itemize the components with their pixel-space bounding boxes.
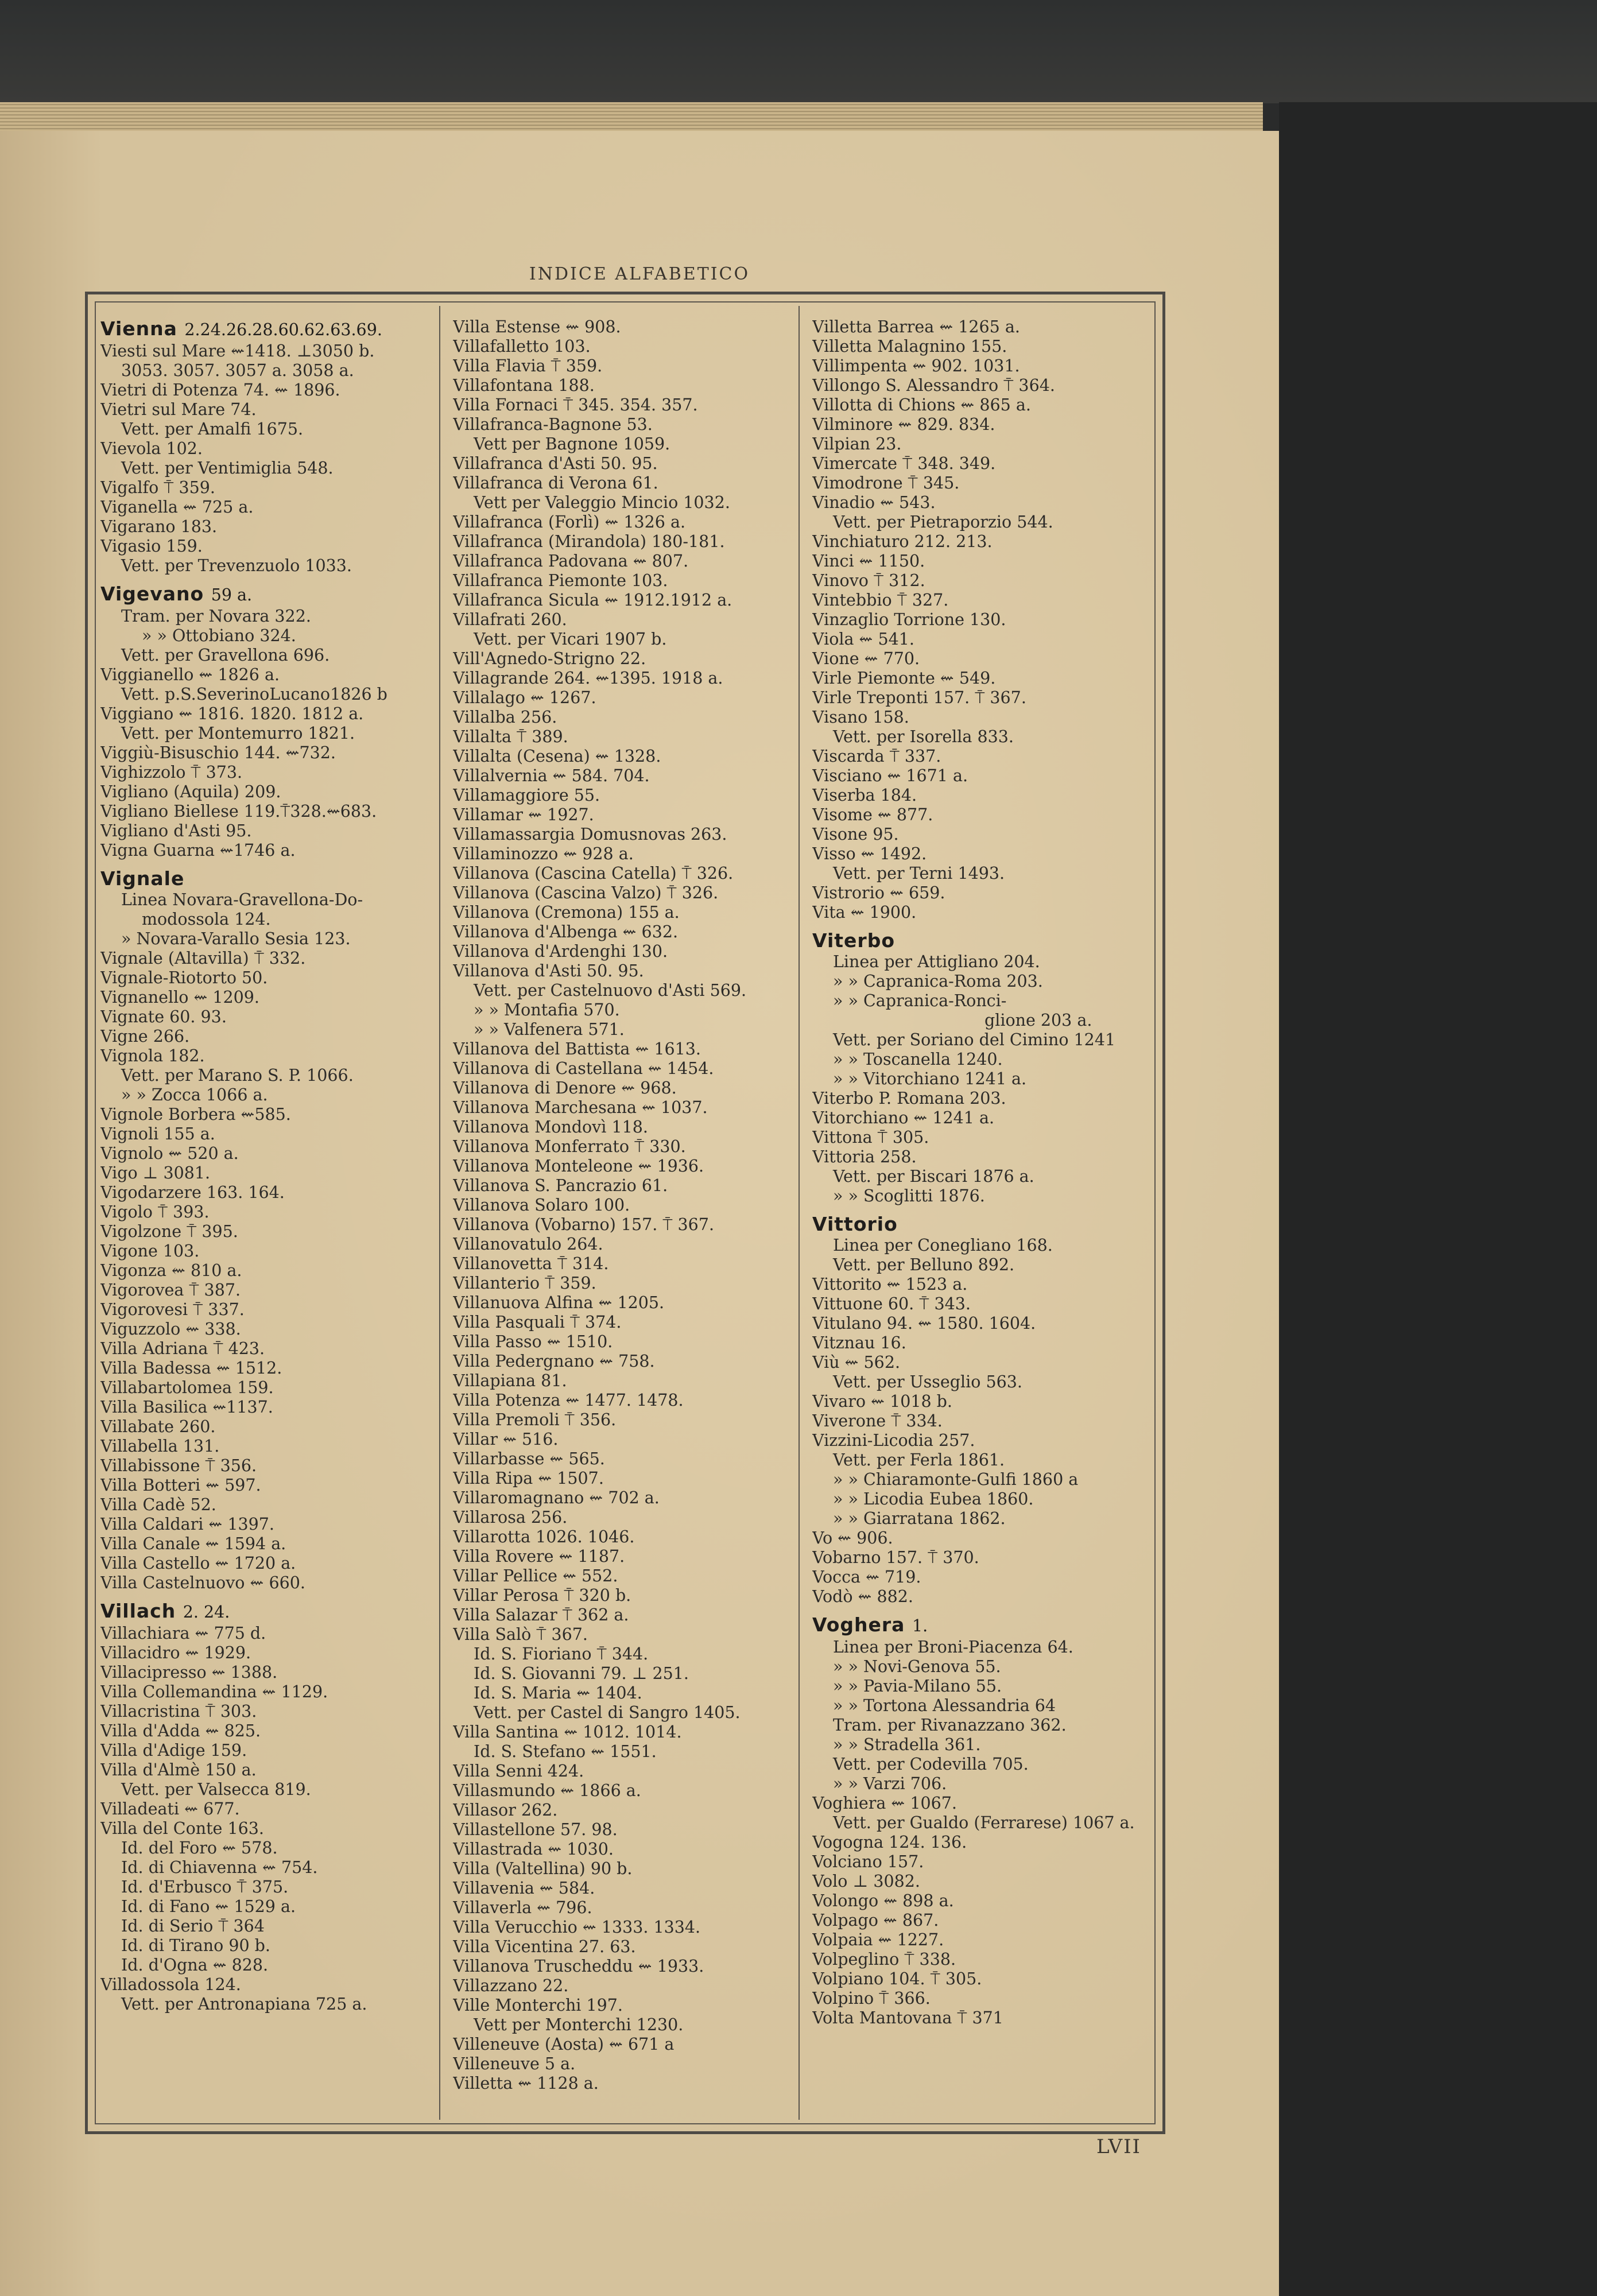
index-entry: Volpago ⇜ 867. <box>812 1911 939 1930</box>
index-entry: Villa Salazar ⍑ 362 a. <box>453 1605 629 1624</box>
index-entry: Villasmundo ⇜ 1866 a. <box>453 1781 641 1800</box>
index-subentry: Vett. per Biscari 1876 a. <box>833 1167 1034 1186</box>
index-entry: Vignole Borbera ⇜585. <box>100 1105 291 1124</box>
index-subentry: Vett. per Ferla 1861. <box>833 1450 1005 1469</box>
index-subentry: Id. di Serio ⍑ 364 <box>121 1917 265 1936</box>
index-entry: Visome ⇜ 877. <box>812 805 933 824</box>
index-entry: Villanova Truscheddu ⇜ 1933. <box>453 1957 704 1976</box>
index-entry: Villachiara ⇜ 775 d. <box>100 1624 266 1643</box>
column-separator <box>439 306 440 2120</box>
index-entry: Villa Basilica ⇜1137. <box>100 1398 273 1417</box>
index-entry: Visso ⇜ 1492. <box>812 844 927 863</box>
index-entry: Voghiera ⇜ 1067. <box>812 1794 957 1813</box>
index-entry: Vigna Guarna ⇜1746 a. <box>100 841 296 860</box>
index-entry: Vietri sul Mare 74. <box>100 400 257 419</box>
index-entry: Villanova Monteleone ⇜ 1936. <box>453 1157 704 1176</box>
index-entry: Villarosa 256. <box>453 1508 568 1527</box>
index-entry: Vita ⇜ 1900. <box>812 903 917 922</box>
index-entry: Vimodrone ⍑ 345. <box>812 474 960 492</box>
index-entry: Villaverla ⇜ 796. <box>453 1898 592 1917</box>
index-entry: Villalago ⇜ 1267. <box>453 688 596 707</box>
index-entry: Vigorovesi ⍑ 337. <box>100 1300 245 1319</box>
index-entry: Vocca ⇜ 719. <box>812 1568 921 1587</box>
index-entry: Vigliano Biellese 119.⍑328.⇜683. <box>100 802 377 821</box>
index-subentry: Vett. per Antronapiana 725 a. <box>121 1995 367 2014</box>
index-subentry: » » Pavia-Milano 55. <box>833 1677 1002 1696</box>
index-entry: Visano 158. <box>812 708 909 727</box>
index-entry: Villimpenta ⇜ 902. 1031. <box>812 356 1020 375</box>
section-heading: Viterbo <box>812 929 895 952</box>
index-entry: Villabissone ⍑ 356. <box>100 1456 257 1475</box>
index-entry: Villanova Solaro 100. <box>453 1196 630 1215</box>
index-entry: 3053. 3057. 3057 a. 3058 a. <box>121 361 354 380</box>
index-entry: Viserba 184. <box>812 786 917 805</box>
index-column-3 <box>812 317 1151 2028</box>
index-entry: Virle Treponti 157. ⍑ 367. <box>812 688 1026 707</box>
index-subentry: » » Valfenera 571. <box>474 1020 625 1039</box>
index-entry: Vighizzolo ⍑ 373. <box>100 763 243 782</box>
index-entry: Villarbasse ⇜ 565. <box>453 1449 605 1468</box>
index-entry: Villalvernia ⇜ 584. 704. <box>453 766 650 785</box>
index-entry: Villanuova Alfina ⇜ 1205. <box>453 1293 665 1312</box>
index-entry: Villafranca Piemonte 103. <box>453 571 668 590</box>
index-entry: Villanova Monferrato ⍑ 330. <box>453 1137 686 1156</box>
index-entry: Villa Collemandina ⇜ 1129. <box>100 1682 328 1701</box>
index-subentry: » » Zocca 1066 a. <box>121 1085 268 1104</box>
index-entry: Volciano 157. <box>812 1852 924 1871</box>
index-entry: Villa Vicentina 27. 63. <box>453 1937 636 1956</box>
index-entry: Villa d'Adige 159. <box>100 1741 247 1760</box>
index-subentry: Vett. per Castelnuovo d'Asti 569. <box>474 981 747 1000</box>
dark-backdrop-top <box>0 0 1597 103</box>
index-entry: Villanova S. Pancrazio 61. <box>453 1176 668 1195</box>
index-entry: Villetta Barrea ⇜ 1265 a. <box>812 317 1020 336</box>
index-subentry: » » Stradella 361. <box>833 1735 981 1754</box>
index-entry: Villafranca di Verona 61. <box>453 474 658 492</box>
section-heading: Vigevano 59 a. <box>100 583 253 605</box>
index-entry: Villabartolomea 159. <box>100 1378 274 1397</box>
index-subentry: Vett. per Marano S. P. 1066. <box>121 1066 354 1085</box>
index-entry: Villetta ⇜ 1128 a. <box>453 2074 599 2093</box>
index-entry: Vigalfo ⍑ 359. <box>100 478 215 497</box>
section-heading: Voghera 1. <box>812 1614 928 1636</box>
index-entry: Vitznau 16. <box>812 1333 906 1352</box>
index-subentry: Vett. per Isorella 833. <box>833 727 1014 746</box>
index-entry: Volo ⊥ 3082. <box>812 1872 920 1891</box>
index-entry: Villa Salò ⍑ 367. <box>453 1625 588 1644</box>
index-entry: Villanterio ⍑ 359. <box>453 1274 596 1293</box>
index-entry: Vizzini-Licodia 257. <box>812 1431 975 1450</box>
index-entry: Villagrande 264. ⇜1395. 1918 a. <box>453 669 723 688</box>
index-entry: Vinci ⇜ 1150. <box>812 552 925 571</box>
index-entry: Vigolzone ⍑ 395. <box>100 1222 238 1241</box>
index-entry: Visone 95. <box>812 825 899 844</box>
index-entry: Villanovatulo 264. <box>453 1235 603 1254</box>
index-subentry: » » Novi-Genova 55. <box>833 1657 1001 1676</box>
index-entry: Vigorovea ⍑ 387. <box>100 1281 241 1300</box>
index-subentry: Id. d'Ogna ⇜ 828. <box>121 1956 269 1975</box>
index-subentry: Linea per Broni-Piacenza 64. <box>833 1638 1073 1657</box>
index-entry: Villaromagnano ⇜ 702 a. <box>453 1488 660 1507</box>
index-entry: Villa Flavia ⍑ 359. <box>453 356 603 375</box>
index-subentry: Vett. per Soriano del Cimino 1241 <box>833 1030 1116 1049</box>
index-entry: Villafranca Sicula ⇜ 1912.1912 a. <box>453 591 732 610</box>
section-heading: Vienna 2.24.26.28.60.62.63.69. <box>100 317 382 340</box>
index-entry: Villacristina ⍑ 303. <box>100 1702 257 1721</box>
index-entry: Villongo S. Alessandro ⍑ 364. <box>812 376 1055 395</box>
index-subentry: Vett. per Ventimiglia 548. <box>121 459 334 478</box>
index-entry: Viù ⇜ 562. <box>812 1353 901 1372</box>
index-entry: Vinadio ⇜ 543. <box>812 493 936 512</box>
index-entry: Volpaia ⇜ 1227. <box>812 1930 944 1949</box>
index-entry: Villavenia ⇜ 584. <box>453 1879 595 1898</box>
index-entry: Villa Rovere ⇜ 1187. <box>453 1547 625 1566</box>
index-subentry: » » Licodia Eubea 1860. <box>833 1490 1034 1508</box>
index-entry: Villa Passo ⇜ 1510. <box>453 1332 613 1351</box>
index-entry: Villetta Malagnino 155. <box>812 337 1007 356</box>
index-entry: Villanova d'Asti 50. 95. <box>453 961 644 980</box>
index-subentry: Linea per Conegliano 168. <box>833 1236 1053 1255</box>
index-entry: Villa Castello ⇜ 1720 a. <box>100 1554 296 1573</box>
index-subentry: » » Capranica-Roma 203. <box>833 972 1043 991</box>
index-entry: Villafranca (Forlì) ⇜ 1326 a. <box>453 513 686 532</box>
index-entry: Villanova d'Albenga ⇜ 632. <box>453 922 679 941</box>
index-subentry: » » Tortona Alessandria 64 <box>833 1696 1056 1715</box>
index-entry: Villa d'Almè 150 a. <box>100 1760 257 1779</box>
index-entry: Vilminore ⇜ 829. 834. <box>812 415 995 434</box>
index-entry: Vigo ⊥ 3081. <box>100 1163 211 1182</box>
index-entry: Vignate 60. 93. <box>100 1007 227 1026</box>
index-entry: Viggiù-Bisuschio 144. ⇜732. <box>100 743 336 762</box>
index-entry: Vintebbio ⍑ 327. <box>812 591 949 610</box>
index-entry: Villafranca d'Asti 50. 95. <box>453 454 658 473</box>
index-entry: Volpeglino ⍑ 338. <box>812 1950 956 1969</box>
index-entry: Viganella ⇜ 725 a. <box>100 498 254 517</box>
index-subentry: Id. S. Fioriano ⍑ 344. <box>474 1645 649 1663</box>
index-entry: Villafontana 188. <box>453 376 595 395</box>
index-subentry: Vett. per Trevenzuolo 1033. <box>121 556 352 575</box>
index-entry: Vimercate ⍑ 348. 349. <box>812 454 996 473</box>
index-subentry: modossola 124. <box>142 910 271 929</box>
index-entry: Villeneuve 5 a. <box>453 2054 576 2073</box>
index-subentry: Vett. per Pietraporzio 544. <box>833 513 1053 532</box>
index-entry: Vigne 266. <box>100 1027 190 1046</box>
index-subentry: » » Montafia 570. <box>474 1000 620 1019</box>
index-entry: Villa Estense ⇜ 908. <box>453 317 621 336</box>
index-entry: Villa Castelnuovo ⇜ 660. <box>100 1573 305 1592</box>
index-subentry: Id. d'Erbusco ⍑ 375. <box>121 1878 289 1896</box>
index-subentry: Linea per Attigliano 204. <box>833 952 1040 971</box>
index-subentry: Vett. per Belluno 892. <box>833 1255 1015 1274</box>
index-frame <box>85 292 1165 2134</box>
index-entry: Viggiano ⇜ 1816. 1820. 1812 a. <box>100 704 364 723</box>
index-entry: Villar Perosa ⍑ 320 b. <box>453 1586 631 1605</box>
index-entry: Villapiana 81. <box>453 1371 567 1390</box>
index-subentry: Vett. per Castel di Sangro 1405. <box>474 1703 741 1722</box>
index-entry: Villanova (Cascina Catella) ⍑ 326. <box>453 864 734 883</box>
index-entry: Villafranca Padovana ⇜ 807. <box>453 552 689 571</box>
index-entry: Vilpian 23. <box>812 435 902 453</box>
index-entry: Villa Potenza ⇜ 1477. 1478. <box>453 1391 684 1410</box>
index-subentry: glione 203 a. <box>984 1011 1092 1030</box>
index-column-1 <box>100 317 433 2014</box>
section-heading: Vignale <box>100 867 185 890</box>
index-entry: Villa Santina ⇜ 1012. 1014. <box>453 1723 682 1742</box>
section-heading: Villach 2. 24. <box>100 1600 230 1622</box>
index-subentry: Id. di Fano ⇜ 1529 a. <box>121 1897 296 1916</box>
index-subentry: Vett per Bagnone 1059. <box>474 435 670 453</box>
index-entry: Vittona ⍑ 305. <box>812 1128 929 1147</box>
index-entry: Villamaggiore 55. <box>453 786 600 805</box>
section-heading: Vittorio <box>812 1213 898 1235</box>
page-header: INDICE ALFABETICO <box>529 264 750 284</box>
index-subentry: Vett. per Gualdo (Ferrarese) 1067 a. <box>833 1813 1135 1832</box>
index-entry: Villanova (Vobarno) 157. ⍑ 367. <box>453 1215 715 1234</box>
index-entry: Villar Pellice ⇜ 552. <box>453 1566 618 1585</box>
index-entry: Viverone ⍑ 334. <box>812 1411 943 1430</box>
index-entry: Villanova di Denore ⇜ 968. <box>453 1079 677 1097</box>
index-entry: Villa Pasquali ⍑ 374. <box>453 1313 622 1332</box>
index-entry: Vigonza ⇜ 810 a. <box>100 1261 242 1280</box>
index-entry: Villa Caldari ⇜ 1397. <box>100 1515 274 1534</box>
index-entry: Vo ⇜ 906. <box>812 1529 893 1548</box>
page-number: LVII <box>1096 2135 1141 2158</box>
index-entry: Vietri di Potenza 74. ⇜ 1896. <box>100 381 340 400</box>
index-entry: Villafrati 260. <box>453 610 567 629</box>
index-entry: Villeneuve (Aosta) ⇜ 671 a <box>453 2035 675 2054</box>
index-entry: Vittorito ⇜ 1523 a. <box>812 1275 968 1294</box>
index-entry: Villabate 260. <box>100 1417 216 1436</box>
index-entry: Vinchiaturo 212. 213. <box>812 532 993 551</box>
index-entry: Villanova del Battista ⇜ 1613. <box>453 1040 701 1058</box>
index-subentry: Vett. per Valsecca 819. <box>121 1780 311 1799</box>
index-entry: Vittoria 258. <box>812 1147 917 1166</box>
index-entry: Villabella 131. <box>100 1437 220 1456</box>
index-entry: Ville Monterchi 197. <box>453 1996 623 2015</box>
index-entry: Vigasio 159. <box>100 537 203 556</box>
index-entry: Villa (Valtellina) 90 b. <box>453 1859 633 1878</box>
index-entry: Villadeati ⇜ 677. <box>100 1799 240 1818</box>
index-subentry: » » Varzi 706. <box>833 1774 947 1793</box>
index-entry: Vione ⇜ 770. <box>812 649 920 668</box>
index-subentry: Id. S. Maria ⇜ 1404. <box>474 1684 642 1702</box>
index-entry: Villanova Mondovì 118. <box>453 1118 648 1137</box>
index-entry: Vignale-Riotorto 50. <box>100 968 268 987</box>
index-subentry: » Novara-Varallo Sesia 123. <box>121 929 351 948</box>
index-entry: Villafalletto 103. <box>453 337 591 356</box>
index-entry: Vinzaglio Torrione 130. <box>812 610 1006 629</box>
index-entry: Vignale (Altavilla) ⍑ 332. <box>100 949 306 968</box>
index-entry: Villotta di Chions ⇜ 865 a. <box>812 395 1031 414</box>
index-column-2 <box>453 317 789 2093</box>
index-entry: Villamassargia Domusnovas 263. <box>453 825 727 844</box>
index-subentry: Vett. per Codevilla 705. <box>833 1755 1029 1774</box>
index-entry: Villacidro ⇜ 1929. <box>100 1643 251 1662</box>
index-entry: Villanovetta ⍑ 314. <box>453 1254 609 1273</box>
index-entry: Villalta ⍑ 389. <box>453 727 568 746</box>
index-entry: Viesti sul Mare ⇜1418. ⊥3050 b. <box>100 342 375 360</box>
index-entry: Volpino ⍑ 366. <box>812 1989 931 2008</box>
index-subentry: » » Scoglitti 1876. <box>833 1186 985 1205</box>
index-entry: Vinovo ⍑ 312. <box>812 571 925 590</box>
index-entry: Vitulano 94. ⇜ 1580. 1604. <box>812 1314 1036 1333</box>
index-entry: Vigliano (Aquila) 209. <box>100 782 281 801</box>
index-subentry: Id. S. Giovanni 79. ⊥ 251. <box>474 1664 689 1683</box>
index-entry: Vill'Agnedo-Strigno 22. <box>453 649 646 668</box>
index-entry: Volpiano 104. ⍑ 305. <box>812 1969 982 1988</box>
index-entry: Villanova (Cremona) 155 a. <box>453 903 680 922</box>
column-separator <box>798 306 800 2120</box>
index-subentry: Vett. per Usseglio 563. <box>833 1372 1022 1391</box>
index-entry: Villafranca (Mirandola) 180-181. <box>453 532 725 551</box>
index-entry: Villa Ripa ⇜ 1507. <box>453 1469 604 1488</box>
index-subentry: » » Ottobiano 324. <box>142 626 296 645</box>
index-entry: Vignoli 155 a. <box>100 1124 215 1143</box>
index-entry: Villar ⇜ 516. <box>453 1430 559 1449</box>
index-entry: Vigarano 183. <box>100 517 218 536</box>
index-entry: Villanova d'Ardenghi 130. <box>453 942 668 961</box>
index-entry: Villa Pedergnano ⇜ 758. <box>453 1352 655 1371</box>
index-entry: Vistrorio ⇜ 659. <box>812 883 945 902</box>
index-entry: Villafranca-Bagnone 53. <box>453 415 653 434</box>
index-entry: Villa d'Adda ⇜ 825. <box>100 1721 261 1740</box>
index-entry: Villa Premoli ⍑ 356. <box>453 1410 617 1429</box>
index-subentry: Tram. per Novara 322. <box>121 607 311 626</box>
index-entry: Villacipresso ⇜ 1388. <box>100 1663 278 1682</box>
index-subentry: » » Toscanella 1240. <box>833 1050 1003 1069</box>
index-entry: Volta Mantovana ⍑ 371 <box>812 2008 1003 2027</box>
index-subentry: » » Vitorchiano 1241 a. <box>833 1069 1027 1088</box>
index-entry: Villa Canale ⇜ 1594 a. <box>100 1534 286 1553</box>
index-entry: Visciano ⇜ 1671 a. <box>812 766 968 785</box>
index-entry: Villadossola 124. <box>100 1975 241 1994</box>
index-entry: Vignolo ⇜ 520 a. <box>100 1144 239 1163</box>
index-entry: Villa Cadè 52. <box>100 1495 216 1514</box>
index-subentry: » » Capranica-Ronci- <box>833 991 1007 1010</box>
index-subentry: Vett per Valeggio Mincio 1032. <box>474 493 730 512</box>
index-entry: Villarotta 1026. 1046. <box>453 1527 635 1546</box>
index-subentry: Vett. per Montemurro 1821. <box>121 724 355 743</box>
index-subentry: Linea Novara-Gravellona-Do- <box>121 890 363 909</box>
index-entry: Villa del Conte 163. <box>100 1819 264 1838</box>
index-entry: Viterbo P. Romana 203. <box>812 1089 1006 1108</box>
index-entry: Villalta (Cesena) ⇜ 1328. <box>453 747 661 766</box>
index-entry: Vigliano d'Asti 95. <box>100 821 252 840</box>
index-entry: Villanova di Castellana ⇜ 1454. <box>453 1059 714 1078</box>
index-entry: Villaminozzo ⇜ 928 a. <box>453 844 634 863</box>
index-entry: Villa Adriana ⍑ 423. <box>100 1339 265 1358</box>
index-entry: Viola ⇜ 541. <box>812 630 914 649</box>
index-subentry: Vett. per Amalfi 1675. <box>121 420 304 439</box>
index-subentry: Tram. per Rivanazzano 362. <box>833 1716 1067 1735</box>
index-subentry: Id. di Chiavenna ⇜ 754. <box>121 1858 318 1877</box>
index-entry: Volongo ⇜ 898 a. <box>812 1891 954 1910</box>
index-entry: Vittuone 60. ⍑ 343. <box>812 1294 971 1313</box>
index-subentry: Vett per Monterchi 1230. <box>474 2015 684 2034</box>
index-subentry: » » Chiaramonte-Gulfi 1860 a <box>833 1470 1079 1489</box>
index-entry: Villa Botteri ⇜ 597. <box>100 1476 261 1495</box>
index-entry: Vignanello ⇜ 1209. <box>100 988 259 1007</box>
index-entry: Vobarno 157. ⍑ 370. <box>812 1548 979 1567</box>
index-entry: Villa Senni 424. <box>453 1762 584 1781</box>
index-entry: Viguzzolo ⇜ 338. <box>100 1320 241 1339</box>
index-entry: Villastellone 57. 98. <box>453 1820 618 1839</box>
index-entry: Vievola 102. <box>100 439 203 458</box>
index-entry: Vigone 103. <box>100 1242 200 1261</box>
index-subentry: Vett. per Terni 1493. <box>833 864 1005 883</box>
index-entry: Villanova (Cascina Valzo) ⍑ 326. <box>453 883 719 902</box>
index-entry: Virle Piemonte ⇜ 549. <box>812 669 996 688</box>
index-subentry: » » Giarratana 1862. <box>833 1509 1006 1528</box>
index-entry: Villa Verucchio ⇜ 1333. 1334. <box>453 1918 701 1937</box>
dark-backdrop-right <box>1279 102 1597 2296</box>
index-entry: Villa Fornaci ⍑ 345. 354. 357. <box>453 395 698 414</box>
index-subentry: Id. S. Stefano ⇜ 1551. <box>474 1742 657 1761</box>
index-entry: Viscarda ⍑ 337. <box>812 747 941 766</box>
index-entry: Villalba 256. <box>453 708 557 727</box>
index-entry: Villastrada ⇜ 1030. <box>453 1840 614 1859</box>
index-subentry: Vett. p.S.SeverinoLucano1826 b <box>121 685 387 704</box>
index-entry: Vogogna 124. 136. <box>812 1833 967 1852</box>
index-subentry: Id. del Foro ⇜ 578. <box>121 1839 278 1857</box>
index-entry: Vignola 182. <box>100 1046 205 1065</box>
index-entry: Villazzano 22. <box>453 1976 569 1995</box>
index-entry: Vitorchiano ⇜ 1241 a. <box>812 1108 995 1127</box>
index-entry: Vigolo ⍑ 393. <box>100 1203 210 1221</box>
index-subentry: Vett. per Vicari 1907 b. <box>474 630 667 649</box>
index-entry: Vigodarzere 163. 164. <box>100 1183 285 1202</box>
index-entry: Viggianello ⇜ 1826 a. <box>100 665 280 684</box>
index-entry: Villasor 262. <box>453 1801 558 1820</box>
index-entry: Vodò ⇜ 882. <box>812 1587 913 1606</box>
index-subentry: Vett. per Gravellona 696. <box>121 646 330 665</box>
index-entry: Vivaro ⇜ 1018 b. <box>812 1392 952 1411</box>
index-entry: Villanova Marchesana ⇜ 1037. <box>453 1098 708 1117</box>
index-entry: Villamar ⇜ 1927. <box>453 805 594 824</box>
index-subentry: Id. di Tirano 90 b. <box>121 1936 270 1955</box>
index-entry: Villa Badessa ⇜ 1512. <box>100 1359 282 1378</box>
